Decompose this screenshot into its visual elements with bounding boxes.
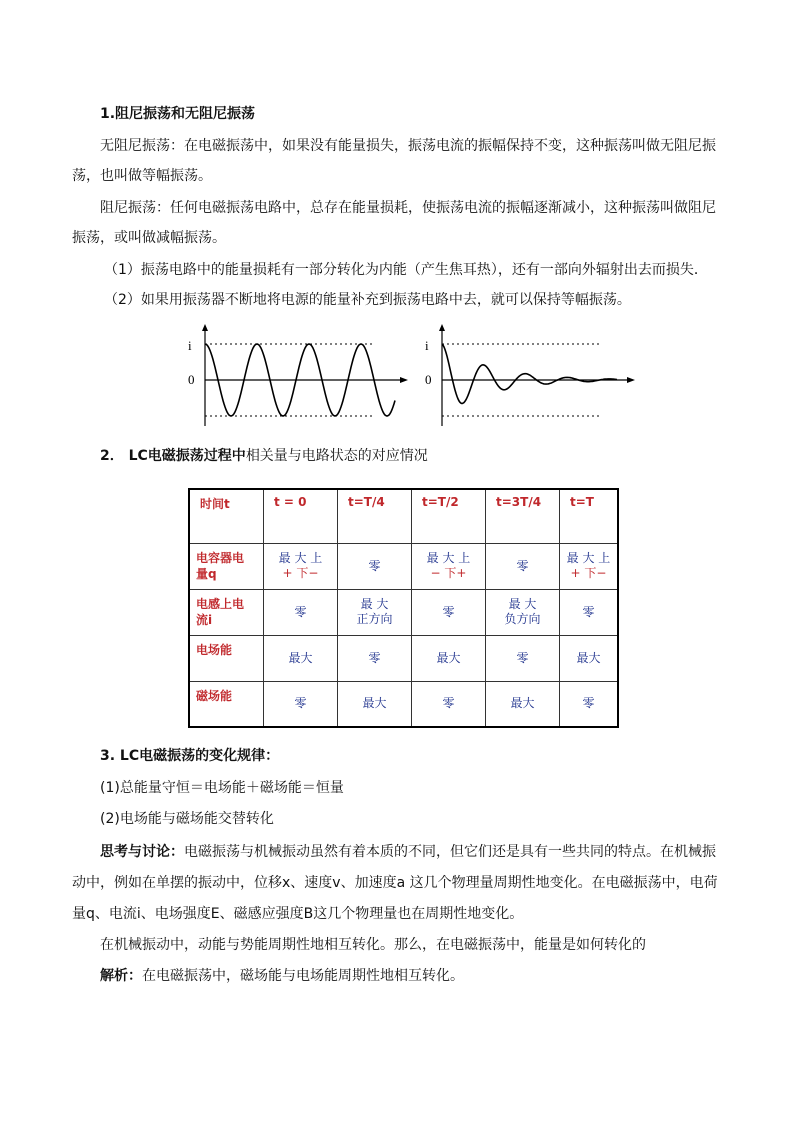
cell-line1: 零 xyxy=(516,650,529,665)
damped-wave xyxy=(442,344,617,404)
left-axis-0-label: 0 xyxy=(188,372,195,387)
table-cell xyxy=(264,681,338,727)
table-cell xyxy=(486,681,560,727)
cell-line1: 零 xyxy=(582,696,595,711)
row-label-line2: 量q xyxy=(196,566,217,581)
table-cell xyxy=(486,589,560,635)
header-cell: t=T xyxy=(560,489,619,543)
discussion-text-1: 电磁振荡与机械振动虽然有着本质的不同，但它们还是具有一些共同的特点。在机械振 xyxy=(184,844,716,860)
section1-heading: 1.阻尼振荡和无阻尼振荡 xyxy=(100,106,256,122)
cell-line1: 零 xyxy=(516,558,529,573)
table-cell xyxy=(338,589,412,635)
cell-line1: 最大 xyxy=(576,650,601,665)
section2-heading-rest: 相关量与电路状态的对应情况 xyxy=(245,448,428,464)
table-cell xyxy=(412,681,486,727)
cell-line1: 最大 xyxy=(362,696,387,711)
discussion-line1 xyxy=(100,842,716,862)
paragraph-damped-line1: 阻尼振荡：任何电磁振荡电路中，总存在能量损耗，使振荡电流的振幅逐渐减小，这种振荡叫做阻尼 xyxy=(100,200,716,216)
header-cell: 时间t xyxy=(189,489,264,543)
table-cell xyxy=(486,635,560,681)
left-x-arrow xyxy=(400,377,408,383)
table-cell xyxy=(264,635,338,681)
table-cell xyxy=(338,681,412,727)
discussion-line2: 动中，例如在单摆的振动中，位移x、速度v、加速度a 这几个物理量周期性地变化。在电磁振荡中，电荷 xyxy=(72,875,718,891)
table-cell xyxy=(412,635,486,681)
cell-line2: 正方向 xyxy=(356,612,393,626)
right-axis-0-label: 0 xyxy=(425,372,432,387)
table-header-row xyxy=(189,489,618,543)
discussion-label: 思考与讨论： xyxy=(100,844,184,860)
row-label xyxy=(189,589,264,635)
answer-text: 在电磁振荡中，磁场能与电场能周期性地相互转化。 xyxy=(142,968,464,984)
paragraph-undamped-line2: 荡，也叫做等幅振荡。 xyxy=(72,168,212,184)
table-cell xyxy=(486,543,560,589)
table-cell xyxy=(560,635,619,681)
table-cell xyxy=(560,589,619,635)
list-item-1: （1）振荡电路中的能量损耗有一部分转化为内能（产生焦耳热），还有一部向外辐射出去而损失． xyxy=(104,262,708,278)
row-label xyxy=(189,635,264,681)
right-y-arrow xyxy=(439,324,445,331)
row-label-line1: 磁场能 xyxy=(196,688,233,703)
cell-line2: + 下− xyxy=(282,566,319,580)
cell-line1: 零 xyxy=(442,696,455,711)
cell-line1: 零 xyxy=(582,604,595,619)
cell-line1: 最 大 上 xyxy=(426,551,471,565)
table-cell xyxy=(264,543,338,589)
row-label-line1: 电感上电 xyxy=(196,596,245,611)
cell-line1: 最 大 xyxy=(508,597,537,611)
row-label-line2: 流i xyxy=(196,612,213,627)
table-row xyxy=(189,589,618,635)
table-cell xyxy=(338,543,412,589)
section2-heading xyxy=(100,446,428,466)
cell-line1: 最大 xyxy=(436,650,461,665)
section2-heading-bold: 2． LC电磁振荡过程中 xyxy=(100,448,246,464)
header-cell: t = 0 xyxy=(264,489,338,543)
cell-line1: 零 xyxy=(294,696,307,711)
rule-item-2: (2)电场能与磁场能交替转化 xyxy=(100,811,274,827)
table-cell xyxy=(338,635,412,681)
table-cell xyxy=(264,589,338,635)
row-label-line1: 电容器电 xyxy=(196,550,245,565)
table-cell xyxy=(412,589,486,635)
list-item-2: （2）如果用振荡器不断地将电源的能量补充到振荡电路中去，就可以保持等幅振荡。 xyxy=(104,292,631,308)
row-label xyxy=(189,543,264,589)
section3-heading: 3. LC电磁振荡的变化规律： xyxy=(100,748,280,764)
header-cell: t=T/4 xyxy=(338,489,412,543)
row-label-line1: 电场能 xyxy=(196,642,233,657)
right-axis-i-label: i xyxy=(425,338,429,353)
answer-label: 解析： xyxy=(100,968,142,984)
paragraph-undamped-line1: 无阻尼振荡：在电磁振荡中，如果没有能量损失，振荡电流的振幅保持不变，这种振荡叫做无阻尼振 xyxy=(100,138,716,154)
table-row xyxy=(189,681,618,727)
right-x-arrow xyxy=(627,377,635,383)
table-row xyxy=(189,635,618,681)
table-cell xyxy=(412,543,486,589)
cell-line2: − 下+ xyxy=(430,566,467,580)
paragraph-damped-line2: 振荡，或叫做减幅振荡。 xyxy=(72,230,226,246)
cell-line1: 最 大 xyxy=(360,597,389,611)
cell-line2: 负方向 xyxy=(504,612,541,626)
left-axis-i-label: i xyxy=(188,338,192,353)
lc-state-table xyxy=(188,488,619,728)
cell-line1: 零 xyxy=(294,604,307,619)
table-row xyxy=(189,543,618,589)
cell-line1: 最 大 上 xyxy=(278,551,323,565)
damped-oscillation-graph xyxy=(425,324,635,426)
left-y-arrow xyxy=(202,324,208,331)
header-cell: t=3T/4 xyxy=(486,489,560,543)
undamped-oscillation-graph xyxy=(188,324,408,426)
discussion-line3: 量q、电流i、电场强度E、磁感应强度B这几个物理量也在周期性地变化。 xyxy=(72,906,524,922)
cell-line1: 零 xyxy=(368,650,381,665)
cell-line2: + 下− xyxy=(570,566,607,580)
cell-line1: 零 xyxy=(368,558,381,573)
discussion-line4: 在机械振动中，动能与势能周期性地相互转化。那么，在电磁振荡中，能量是如何转化的 xyxy=(100,937,646,953)
table-cell xyxy=(560,543,619,589)
cell-line1: 最 大 上 xyxy=(566,551,611,565)
oscillation-figures xyxy=(180,322,640,432)
cell-line1: 最大 xyxy=(510,696,535,711)
answer-line xyxy=(100,966,464,986)
cell-line1: 最大 xyxy=(288,650,313,665)
row-label xyxy=(189,681,264,727)
header-cell: t=T/2 xyxy=(412,489,486,543)
table-cell xyxy=(560,681,619,727)
rule-item-1: (1)总能量守恒＝电场能＋磁场能＝恒量 xyxy=(100,780,344,796)
cell-line1: 零 xyxy=(442,604,455,619)
